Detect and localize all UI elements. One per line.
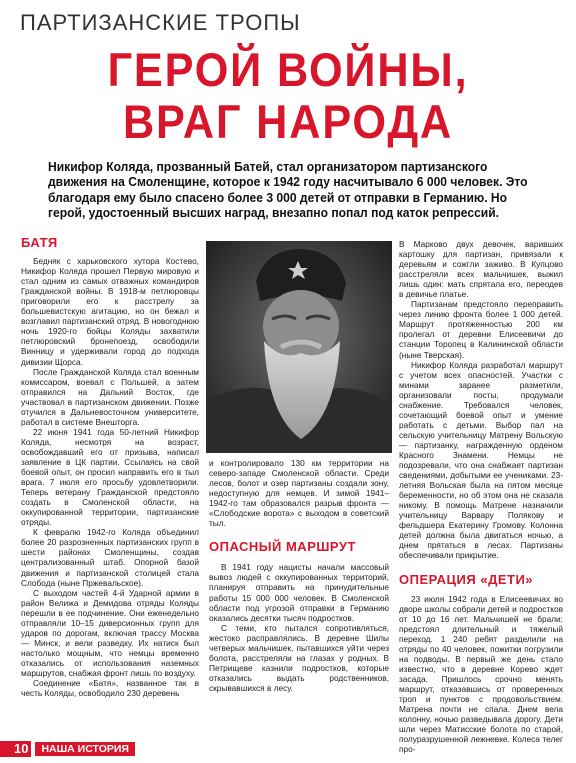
portrait-image: [206, 241, 392, 453]
paragraph: 23 июля 1942 года в Елисеевичах во дворе школы собрали детей и подростков от 10 до 16 лет. Мальчишей не брали: предстоял длительный и тяжелый переход. 1 240 ребят разделили на отряды по 40 человек, пожитки погрузили на подводы. В первый же день стало известно, что в деревне Корево ждет засада. Пришлось срочно менять маршрут, отказавшись от проверенных троп и пунктов с продовольствием. Матрена почти не спала. Днем вела колонну, ночью разведывала дорогу. Дети шли через Матисские болота по старой, полуразрушенной лежневке. Колеса телег про-: [399, 593, 563, 755]
section-heading-dangerous-route: ОПАСНЫЙ МАРШРУТ: [209, 539, 356, 555]
section-heading-operation-children: ОПЕРАЦИЯ «ДЕТИ»: [399, 571, 534, 587]
paragraph: В Марково двух девочек, варивших картошку для партизан, привязали к деревьям и сожгли заживо. В Купцово расстреляли всех мальчишек, выжил лишь один: мать спрятала его, переодев в девичье платье.: [399, 239, 563, 300]
paragraph: Бедняк с харьковского хутора Костево, Никифор Коляда прошел Первую мировую и стал одним из самых отважных командиров Гражданской войны. В 1918-м петлюровцы приговорили его к расстрелу за большевистскую агитацию, но он бежал и возглавил партизанский отряд. В новогоднюю ночь 1920-го бойцы Коляды захватили петлюровский бронепоезд, освободили Винницу и удерживали город до подхода дивизии Щорса.: [21, 256, 199, 367]
paragraph: и контролировало 130 км территории на северо-западе Смоленской области. Среди лесов, болот и озер партизаны создали зону, недоступную для немцев. И зимой 1941–1942-го там образовался разрыв фронта — «Слободские ворота» с выходом в советский тыл.: [209, 458, 389, 529]
magazine-name: НАША ИСТОРИЯ: [35, 742, 135, 756]
paragraph: С выходом частей 4-й Ударной армии в район Велижа и Демидова отряды Коляды перешли в ее подчинение. Они еженедельно отправляли 10–15 диверсионных групп для ударов по дорогам, включая трассу Москва — Минск, и вели разведку. Их натиск был настолько мощным, что немцы временно отказались от использования наземных маршрутов, снабжая фронт лишь по воздуху.: [21, 587, 199, 678]
headline: [18, 44, 558, 148]
lead-paragraph: Никифор Коляда, прозванный Батей, стал организатором партизанского движения на Смоленщине, которое к 1942 году насчитывало 6 000 человек. Это благодаря ему было спасено более 3 000 детей от отправки в Германию. Но герой, удостоенный высших наград, внезапно попал под каток репрессий.: [48, 160, 528, 221]
column-3: [399, 239, 563, 754]
section-rubric: ПАРТИЗАНСКИЕ ТРОПЫ: [20, 10, 301, 35]
paragraph: К февралю 1942-го Коляда объединил более 20 разрозненных партизанских групп в шести районах Смоленщины, создав централизованный штаб. Опорной базой движения и партизанской столицей стала Слобода (ныне Пржевальское).: [21, 527, 199, 588]
paragraph: 22 июня 1941 года 50-летний Никифор Коляда, несмотря на возраст, освобождавший его от призыва, написал заявление в ЦК партии. Ссылаясь на свой боевой опыт, он просил направить его в тыл врага. 7 июля его просьбу удовлетворили. Теперь ветерану Гражданской предстояло создать в Смоленской области, на оккупированной территории, партизанские отряды.: [21, 426, 199, 528]
page-number: 10: [0, 741, 31, 757]
headline-line-2: ВРАГ НАРОДА: [122, 95, 454, 148]
paragraph: В 1941 году нацисты начали массовый вывоз людей с оккупированных территорий, планируя отправить на принудительные работы 15 000 000 человек. В Смоленской области под угрозой отправки в Германию оказались десятки тысяч подростков.: [209, 562, 389, 623]
paragraph: Партизанам предстояло переправить через линию фронта более 1 000 детей. Маршрут протяженностью 200 км пролегал от деревни Елисеевичи до станции Торопец в Калининской области (ныне Тверская).: [399, 299, 563, 360]
paragraph: После Гражданской Коляда стал военным комиссаром, воевал с Польшей, а затем отправился на Дальний Восток, где участвовал в партизанском движении. Позже отучился в Дальневосточном университете, работал в системе Внешторга.: [21, 366, 199, 427]
paragraph: С теми, кто пытался сопротивляться, жестоко расправлялись. В деревне Шилы четверых мальчишек, пытавшихся уйти через болота, расстреляли на глазах у родных. В Петрищеве казнили подростков, которые отказались выдать родственников, скрывавшихся в лесу.: [209, 622, 389, 693]
section-heading-batya: БАТЯ: [21, 235, 58, 250]
paragraph: Никифор Коляда разработал маршрут с учетом всех опасностей. Участки с минами заранее разметили, организовали посты, продумали снабжение. Требовался человек, сочетающий боевой опыт и умение работать с детьми. Выбор пал на сельскую учительницу Матрену Вольскую — партизанку, награжденную орденом Красного Знамени. Немцы не подозревали, что она снабжает партизан сведениями, добытыми ее учениками. 23-летняя Вольская была на пятом месяце беременности, но об этом она не сказала никому. В помощь Матрене назначили учительницу Варвару Полякову и фельдшера Екатерину Громову. Колонна детей должна была двигаться ночью, а днем прятаться в лесах. Партизаны обеспечивали прикрытие.: [399, 359, 563, 561]
headline-line-1: ГЕРОЙ ВОЙНЫ,: [107, 43, 469, 96]
portrait-photo: [206, 241, 392, 453]
column-1: [21, 235, 199, 699]
paragraph: Соединение «Батя», названное так в честь Коляды, освободило 230 деревень: [21, 678, 199, 699]
column-2: [209, 458, 389, 693]
page-footer: [0, 740, 135, 758]
